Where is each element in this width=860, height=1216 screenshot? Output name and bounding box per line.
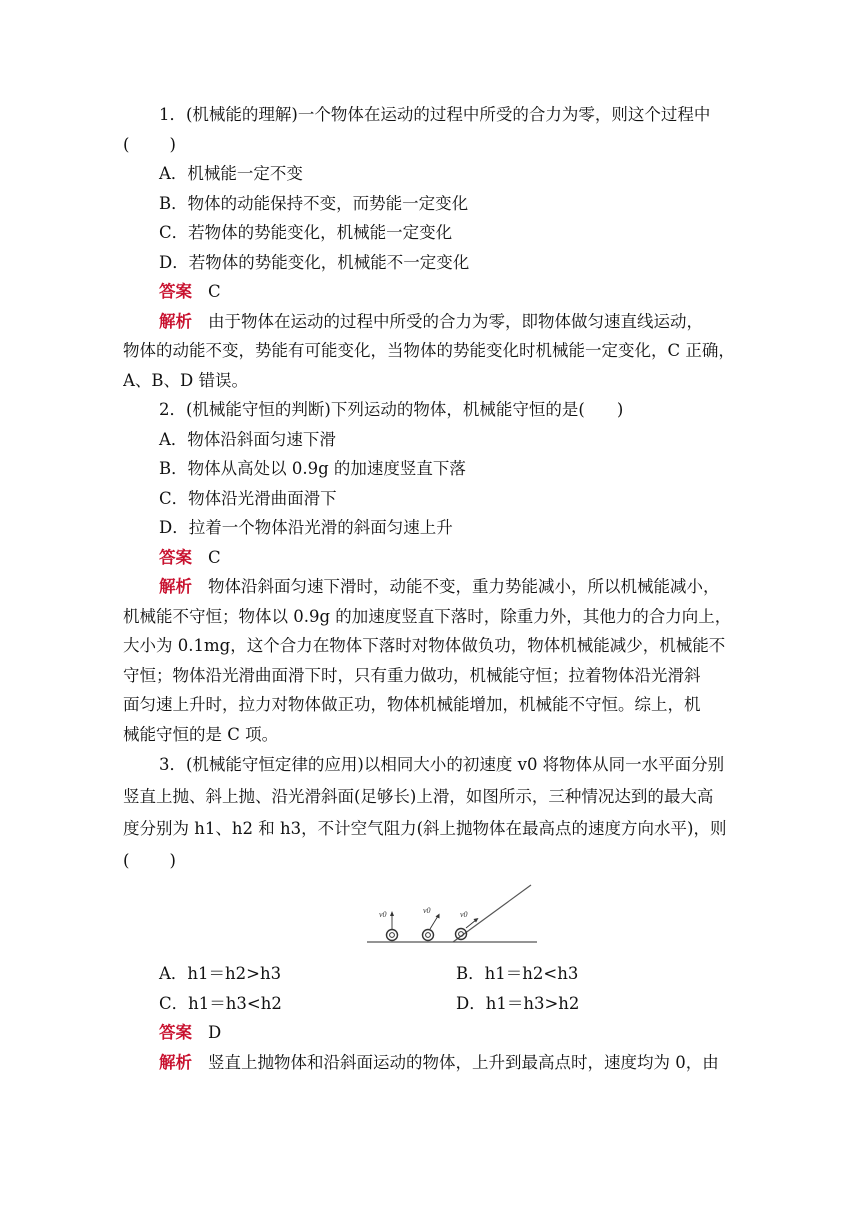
option-b: B．h1＝h2<h3 [456,964,579,983]
analysis-text: 由于物体在运动的过程中所受的合力为零，即物体做匀速直线运动， [208,311,703,331]
document-content [123,100,739,1077]
option-c: C．h1＝h3<h2 [159,993,282,1013]
option-b: B．物体从高处以 0.9g 的加速度竖直下落 [159,459,466,478]
answer-label: 答案 [159,547,192,567]
v0-label: v0 [460,910,468,919]
option-c: C．若物体的势能变化，机械能一定变化 [159,223,453,242]
analysis-text: 物体的动能不变，势能有可能变化，当物体的势能变化时机械能一定变化，C 正确， [123,341,735,360]
projectile-diagram [365,881,541,953]
answer-value: C [208,547,221,567]
analysis-row [123,307,739,337]
question-3-stem: 度分别为 h1、h2 和 h3，不计空气阻力(斜上抛物体在最高点的速度方向水平)，则 [123,819,727,838]
question-3-blank: ( ) [123,851,176,870]
analysis-text: 面匀速上升时，拉力对物体做正功，物体机械能增加，机械能不守恒。综上，机 [123,695,701,714]
analysis-row [123,1048,739,1078]
option-a: A．h1＝h2>h3 [159,964,282,983]
answer-label: 答案 [159,282,192,301]
answer-label: 答案 [159,1023,192,1042]
velocity-arrow-oblique [430,916,438,929]
analysis-row [123,572,739,602]
question-3-stem: 3．(机械能守恒定律的应用)以相同大小的初速度 v0 将物体从同一水平面分别 [159,755,725,774]
v0-label: v0 [423,906,431,915]
option-d: D．h1＝h3>h2 [456,993,580,1013]
analysis-label: 解析 [159,1052,192,1072]
analysis-label: 解析 [159,311,192,331]
ball-vertical [387,930,398,941]
option-d: D．若物体的势能变化，机械能不一定变化 [159,252,470,272]
answer-value: C [208,282,221,301]
option-d: D．拉着一个物体沿光滑的斜面匀速上升 [159,518,453,537]
answer-row [123,1018,739,1048]
analysis-text: 机械能不守恒；物体以 0.9g 的加速度竖直下落时，除重力外，其他力的合力向上， [123,606,732,626]
option-c: C．物体沿光滑曲面滑下 [159,488,337,508]
question-2-stem: 2．(机械能守恒的判断)下列运动的物体，机械能守恒的是( ) [159,400,624,419]
motion-figure [123,877,739,959]
answer-row [123,277,739,307]
option-a: A．机械能一定不变 [159,164,303,183]
analysis-text: A、B、D 错误。 [123,370,249,390]
analysis-text: 守恒；物体沿光滑曲面滑下时，只有重力做功，机械能守恒；拉着物体沿光滑斜 [123,665,701,685]
question-1-stem: 1．(机械能的理解)一个物体在运动的过程中所受的合力为零，则这个过程中 [159,105,711,124]
answer-value: D [208,1023,222,1042]
question-1 [123,100,739,395]
option-b: B．物体的动能保持不变，而势能一定变化 [159,193,469,213]
answer-row [123,543,739,573]
option-a: A．物体沿斜面匀速下滑 [159,429,336,449]
analysis-label: 解析 [159,577,192,596]
v0-label: v0 [379,910,387,919]
question-3 [123,749,739,877]
analysis-text: 竖直上抛物体和沿斜面运动的物体，上升到最高点时，速度均为 0，由 [208,1052,719,1072]
ball-oblique [423,930,434,941]
question-1-blank: ( ) [123,134,176,154]
analysis-text: 械能守恒的是 C 项。 [123,724,279,744]
question-2 [123,395,739,749]
analysis-text: 大小为 0.1mg，这个合力在物体下落时对物体做负功，物体机械能减少，机械能不 [123,636,726,655]
analysis-text: 物体沿斜面匀速下滑时，动能不变，重力势能减小，所以机械能减小， [208,577,720,596]
options-row-2 [123,989,739,1019]
question-3-stem: 竖直上抛、斜上抛、沿光滑斜面(足够长)上滑，如图所示，三种情况达到的最大高 [123,787,714,806]
options-row-1 [123,959,739,989]
